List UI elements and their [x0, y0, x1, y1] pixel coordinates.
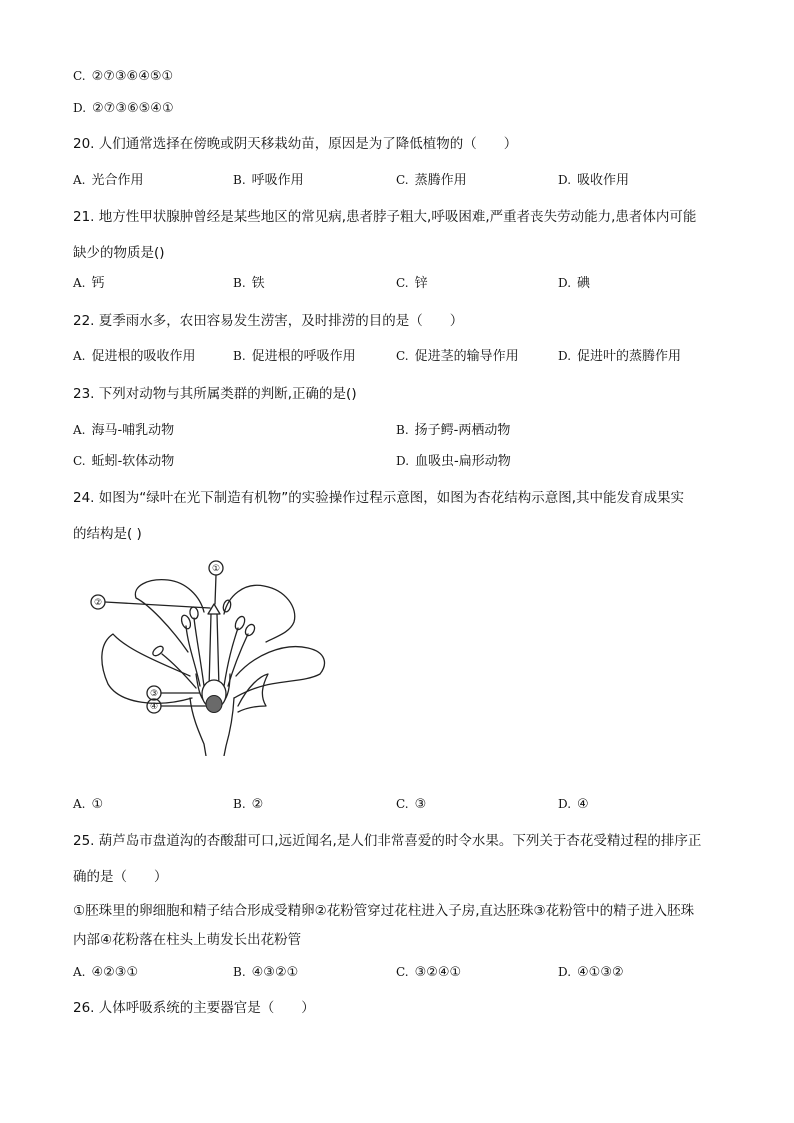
option-text: 吸收作用	[577, 173, 630, 188]
receptacle-right	[224, 698, 234, 756]
option-text: 促进根的吸收作用	[91, 349, 196, 364]
option-text: ③②④①	[414, 965, 462, 980]
q21-option-c	[396, 273, 428, 294]
question-21-stem-line2: 缺少的物质是()	[73, 245, 165, 261]
option-key: C.	[396, 349, 409, 363]
option-text: 碘	[577, 276, 591, 291]
q22-option-a	[73, 346, 196, 367]
option-key: D.	[558, 173, 572, 187]
option-key: D.	[396, 454, 410, 468]
q20-option-c	[396, 170, 467, 191]
anther	[151, 644, 165, 657]
option-key: B.	[233, 965, 246, 979]
pistil-style-right	[217, 614, 219, 688]
question-21-stem-line1: 21. 地方性甲状腺肿曾经是某些地区的常见病,患者脖子粗大,呼吸困难,严重者丧失劳动能力,患者体内可能	[73, 209, 697, 225]
receptacle-left	[190, 698, 206, 756]
option-key: D.	[73, 101, 87, 115]
question-24-stem-line2: 的结构是( )	[73, 526, 142, 542]
option-text: 扬子鳄-两栖动物	[414, 423, 511, 438]
q21-option-d	[558, 273, 590, 294]
option-key: B.	[233, 276, 246, 290]
q23-option-c	[73, 451, 174, 472]
option-key: B.	[233, 349, 246, 363]
q23-option-d	[396, 451, 511, 472]
q25-option-d	[558, 962, 624, 983]
question-25-steps-line1: ①胚珠里的卵细胞和精子结合形成受精卵②花粉管穿过花柱进入子房,直达胚珠③花粉管中的精子进入胚珠	[73, 903, 695, 919]
option-key: C.	[73, 454, 86, 468]
option-key: D.	[558, 349, 572, 363]
ovule	[206, 696, 222, 713]
option-key: B.	[233, 173, 246, 187]
option-text: ②⑦③⑥④⑤①	[91, 69, 174, 84]
q24-option-b	[233, 794, 263, 815]
option-key: D.	[558, 276, 572, 290]
question-25-stem-line2: 确的是（ ）	[73, 869, 168, 885]
q25-option-b	[233, 962, 298, 983]
option-key: C.	[396, 797, 409, 811]
label-2: ②	[93, 598, 103, 608]
option-text: 铁	[251, 276, 265, 291]
question-24-stem-line1: 24. 如图为“绿叶在光下制造有机物”的实验操作过程示意图，如图为杏花结构示意图,其中能发育成果实	[73, 490, 685, 506]
option-text: ③	[414, 797, 427, 812]
label-1: ①	[211, 564, 221, 574]
option-text: 促进叶的蒸腾作用	[577, 349, 682, 364]
option-text: 海马-哺乳动物	[91, 423, 175, 438]
option-text: ④②③①	[91, 965, 139, 980]
option-text: 蒸腾作用	[414, 173, 467, 188]
option-key: A.	[73, 423, 86, 437]
option-key: C.	[73, 69, 86, 83]
anther	[233, 615, 246, 631]
option-text: ④③②①	[251, 965, 299, 980]
option-text: 锌	[414, 276, 428, 291]
option-text: 钙	[91, 276, 105, 291]
option-text: ④	[577, 797, 589, 812]
option-key: C.	[396, 965, 409, 979]
option-key: A.	[73, 797, 86, 811]
option-key: C.	[396, 173, 409, 187]
label-4: ④	[149, 702, 159, 712]
option-text: 光合作用	[91, 173, 144, 188]
option-text: ②⑦③⑥⑤④①	[92, 101, 174, 116]
option-text: 促进茎的输导作用	[414, 349, 519, 364]
question-20-stem: 20. 人们通常选择在傍晚或阴天移栽幼苗，原因是为了降低植物的（ ）	[73, 136, 518, 152]
question-26-stem: 26. 人体呼吸系统的主要器官是（ ）	[73, 1000, 315, 1016]
option-text: ①	[91, 797, 104, 812]
q20-option-d	[558, 170, 629, 191]
q21-option-b	[233, 273, 265, 294]
option-key: A.	[73, 173, 86, 187]
left-back-petal	[135, 580, 204, 652]
apricot-flower-diagram	[88, 556, 338, 756]
q21-option-a	[73, 273, 105, 294]
question-25-steps-line2: 内部④花粉落在柱头上萌发长出花粉管	[73, 932, 302, 948]
question-25-stem-line1: 25. 葫芦岛市盘道沟的杏酸甜可口,远近闻名,是人们非常喜爱的时令水果。下列关于杏花受精过程的排序正	[73, 833, 702, 849]
stamen-filament	[194, 618, 204, 686]
leader-line-1	[215, 575, 216, 604]
option-key: B.	[396, 423, 409, 437]
option-key: D.	[558, 965, 572, 979]
q25-option-c	[396, 962, 461, 983]
anther	[244, 623, 257, 637]
q22-option-d	[558, 346, 681, 367]
option-d	[73, 98, 174, 119]
q20-option-a	[73, 170, 144, 191]
q23-option-b	[396, 420, 510, 441]
option-key: A.	[73, 276, 86, 290]
option-key: B.	[233, 797, 246, 811]
option-text: ②	[251, 797, 264, 812]
q22-option-b	[233, 346, 356, 367]
leader-line-2	[105, 602, 210, 608]
option-text: 蚯蚓-软体动物	[91, 454, 175, 469]
option-key: A.	[73, 349, 86, 363]
q23-option-a	[73, 420, 174, 441]
option-text: 促进根的呼吸作用	[251, 349, 356, 364]
option-key: D.	[558, 797, 572, 811]
q24-option-c	[396, 794, 426, 815]
q25-option-a	[73, 962, 138, 983]
right-back-petal	[224, 585, 295, 642]
option-c	[73, 66, 173, 87]
q22-option-c	[396, 346, 519, 367]
pistil-style-left	[209, 614, 211, 688]
stigma	[208, 604, 220, 614]
label-3: ③	[149, 689, 159, 699]
option-text: ④①③②	[577, 965, 624, 980]
q20-option-b	[233, 170, 304, 191]
stamen-filament	[186, 626, 200, 686]
option-key: C.	[396, 276, 409, 290]
option-text: 血吸虫-扁形动物	[415, 454, 511, 469]
stamen-filament	[228, 634, 248, 686]
question-22-stem: 22. 夏季雨水多，农田容易发生涝害，及时排涝的目的是（ ）	[73, 313, 464, 329]
q24-option-a	[73, 794, 103, 815]
option-key: A.	[73, 965, 86, 979]
question-23-stem: 23. 下列对动物与其所属类群的判断,正确的是()	[73, 386, 357, 402]
option-text: 呼吸作用	[251, 173, 304, 188]
q24-option-d	[558, 794, 589, 815]
